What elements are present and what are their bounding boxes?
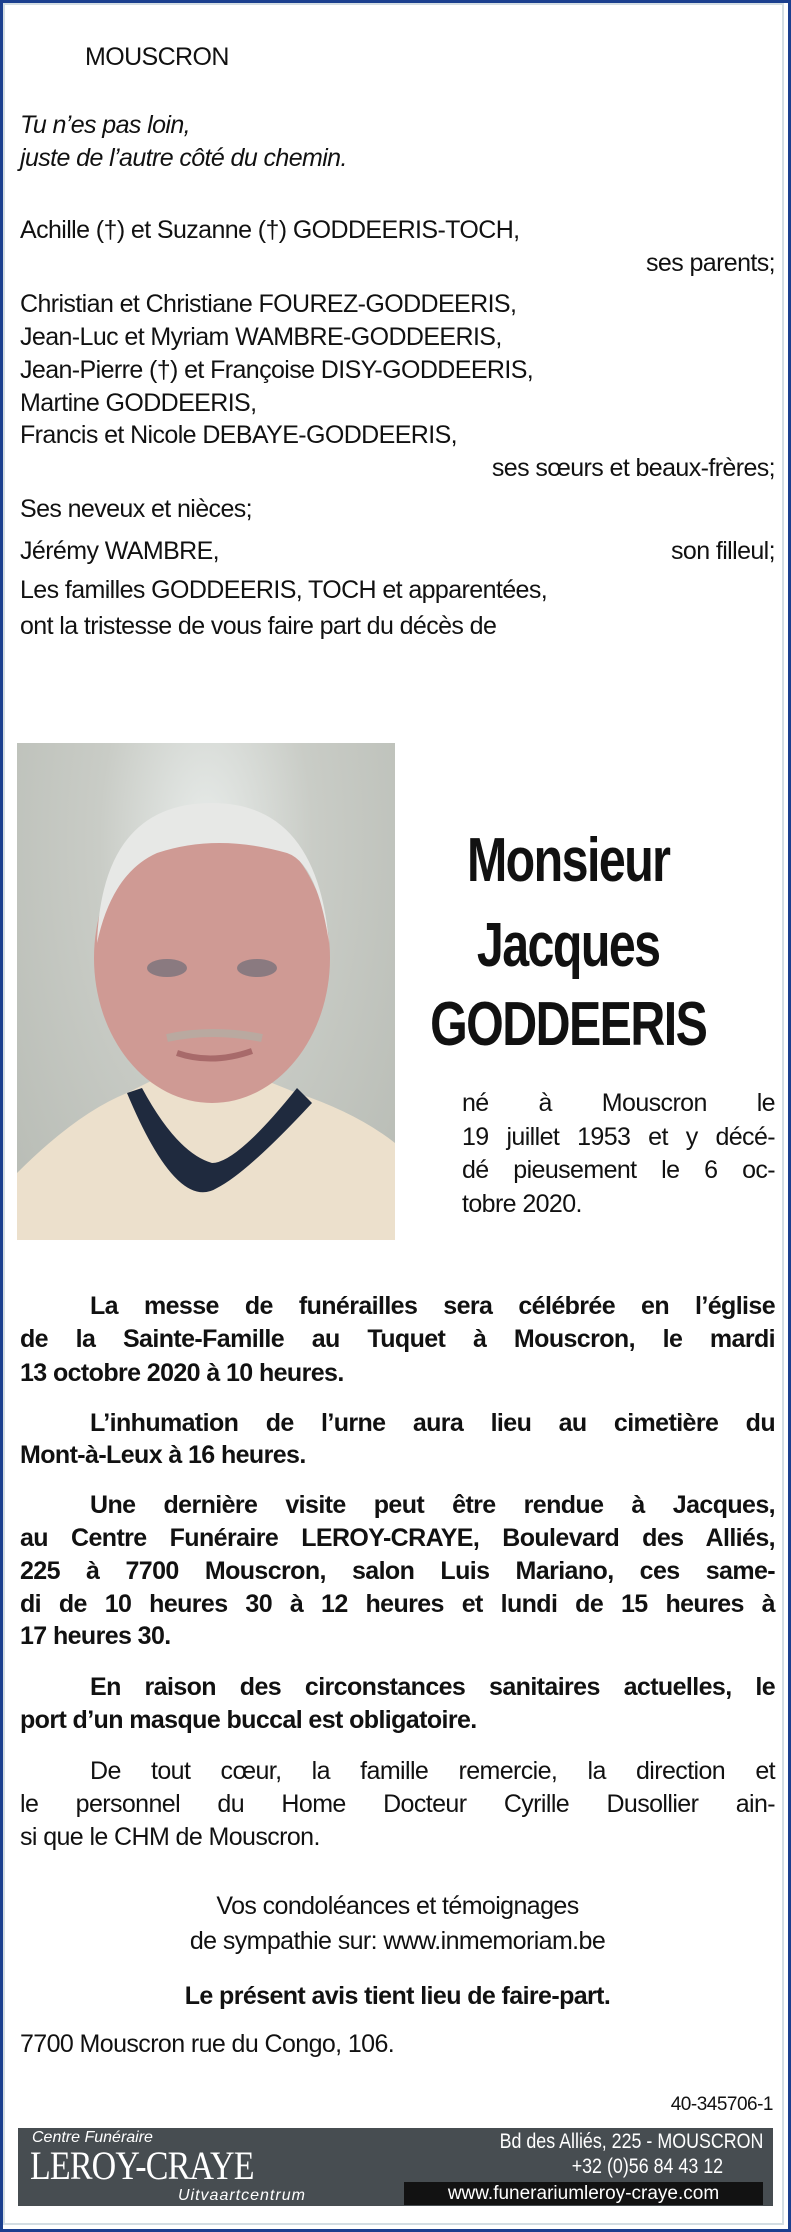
burial-line: L’inhumation de l’urne aura lieu au cimetière du <box>90 1409 775 1437</box>
banner-website-link[interactable]: www.funerariumleroy-craye.com <box>404 2182 763 2205</box>
godson-label: son filleul; <box>671 537 775 565</box>
mask-line: En raison des circonstances sanitaires actuelles, le <box>90 1673 775 1701</box>
announce-line: ont la tristesse de vous faire part du décès de <box>20 612 497 640</box>
address-line: 7700 Mouscron rue du Congo, 106. <box>20 2030 395 2058</box>
families-line: Les familles GODDEERIS, TOCH et apparentées, <box>20 576 548 604</box>
mask-line: port d’un masque buccal est obligatoire. <box>20 1706 477 1734</box>
reference-number: 40-345706-1 <box>670 2094 773 2115</box>
banner-top-label: Centre Funéraire <box>32 2129 153 2146</box>
godson-name: Jérémy WAMBRE, <box>20 537 220 565</box>
visit-line: 17 heures 30. <box>20 1622 171 1650</box>
visit-line: 225 à 7700 Mouscron, salon Luis Mariano, ces same- <box>20 1557 775 1585</box>
banner-phone: +32 (0)56 84 43 12 <box>571 2155 723 2178</box>
visit-line: di de 10 heures 30 à 12 heures et lundi de 15 heures à <box>20 1590 775 1618</box>
sibling-line: Francis et Nicole DEBAYE-GODDEERIS, <box>20 421 457 449</box>
visit-line: au Centre Funéraire LEROY-CRAYE, Boulevard des Alliés, <box>20 1524 775 1552</box>
deceased-title: Monsieur <box>466 826 670 895</box>
bio-line: tobre 2020. <box>462 1190 582 1218</box>
parents-line: Achille (†) et Suzanne (†) GODDEERIS-TOCH, <box>20 216 520 244</box>
bio-line: 19 juillet 1953 et y décé- <box>462 1123 775 1151</box>
banner-subtitle: Uitvaartcentrum <box>178 2187 306 2204</box>
visit-line: Une dernière visite peut être rendue à Jacques, <box>90 1491 775 1519</box>
sibling-line: Jean-Luc et Myriam WAMBRE-GODDEERIS, <box>20 323 502 351</box>
mass-line: de la Sainte-Famille au Tuquet à Mouscron, le mardi <box>20 1325 775 1353</box>
banner-address: Bd des Alliés, 225 - MOUSCRON <box>499 2130 763 2153</box>
burial-line: Mont-à-Leux à 16 heures. <box>20 1441 306 1469</box>
mass-line: La messe de funérailles sera célébrée en l’église <box>90 1292 775 1320</box>
deceased-last-name: GODDEERIS <box>430 990 707 1059</box>
deceased-first-name: Jacques <box>476 911 660 980</box>
condolences-line: Vos condoléances et témoignages <box>216 1892 579 1920</box>
funeral-home-banner <box>18 2128 773 2206</box>
bio-line: né à Mouscron le <box>462 1089 775 1117</box>
city-heading: MOUSCRON <box>85 43 229 71</box>
sibling-line: Jean-Pierre (†) et Françoise DISY-GODDEERIS, <box>20 356 534 384</box>
thanks-line: si que le CHM de Mouscron. <box>20 1823 320 1851</box>
notice-line: Le présent avis tient lieu de faire-part. <box>184 1982 611 2010</box>
thanks-line: le personnel du Home Docteur Cyrille Dusollier ain- <box>20 1790 775 1818</box>
thanks-line: De tout cœur, la famille remercie, la direction et <box>90 1757 775 1785</box>
sibling-line: Christian et Christiane FOUREZ-GODDEERIS, <box>20 290 517 318</box>
quote-line: juste de l’autre côté du chemin. <box>20 144 347 172</box>
sibling-line: Martine GODDEERIS, <box>20 389 257 417</box>
portrait-photo <box>17 743 395 1240</box>
condolences-line: de sympathie sur: www.inmemoriam.be <box>189 1927 606 1955</box>
mass-line: 13 octobre 2020 à 10 heures. <box>20 1359 344 1387</box>
banner-brand: LEROY-CRAYE <box>30 2143 254 2188</box>
godson-line <box>20 535 775 568</box>
quote-line: Tu n’es pas loin, <box>20 111 190 139</box>
nephews-line: Ses neveux et nièces; <box>20 495 252 523</box>
bio-line: dé pieusement le 6 oc- <box>462 1156 775 1184</box>
parents-label: ses parents; <box>646 249 775 277</box>
siblings-label: ses sœurs et beaux-frères; <box>491 454 775 482</box>
